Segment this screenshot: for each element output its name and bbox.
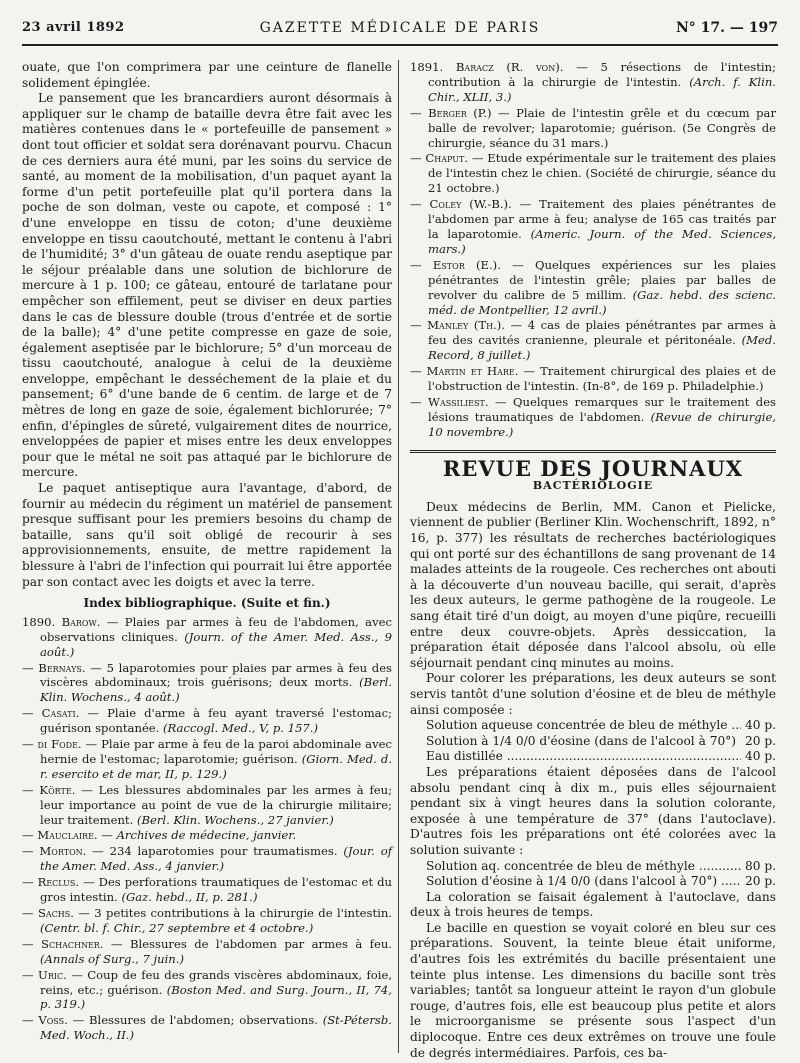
recipe-list [410, 859, 776, 890]
biblio-entry [410, 60, 776, 105]
entry-pre: — [22, 706, 42, 721]
entry-ref: (Med. Record, 8 juillet.) [428, 333, 776, 363]
entry-ref: (Arch. f. Klin. Chir., XLII, 3.) [428, 74, 776, 104]
entry-text: — Traitement des plaies pénétrantes de l'abdomen par arme à feu; analyse de 165 cas traités par la laparotomie. [428, 197, 776, 241]
entry-pre: — [410, 197, 430, 212]
entry-text: — Plaie de l'intestin grêle et du cœcum par balle de revolver; laparotomie; guérison. (5e Congrès de chirurgie, séance du 31 mars.) [428, 105, 776, 150]
entry-author: Wassiliest. [428, 394, 489, 409]
entry-pre: — [22, 906, 38, 920]
recipe-row [410, 749, 776, 765]
paragraph: La coloration se faisait également à l'autoclave, dans deux à trois heures de temps. [410, 889, 776, 920]
entry-author: Casati. [41, 706, 80, 721]
ingredient-quantity: 80 p. [744, 858, 776, 873]
biblio-entry [410, 197, 776, 257]
ingredient-quantity: 20 p. [744, 733, 776, 748]
biblio-entry [22, 937, 392, 967]
entry-author: Estor (E.). [432, 257, 501, 272]
entry-ref: (Raccogl. Med., V, p. 157.) [163, 721, 318, 736]
paragraph: ouate, que l'on comprimera par une ceinture de flanelle solidement épinglée. [22, 60, 392, 90]
entry-ref: (Centr. bl. f. Chir., 27 septembre et 4 octobre.) [40, 920, 314, 935]
entry-ref: (Gaz. hebd. des scienc. méd. de Montpellier, 12 avril.) [428, 287, 777, 317]
entry-author: Manley (Th.). [427, 318, 505, 333]
entry-text: — 4 cas de plaies pénétrantes par armes à feu des cavités cranienne, pleurale et péritonéale. [428, 318, 777, 348]
column-divider [398, 60, 399, 1053]
entry-ref: (Journ. of the Amer. Med. Ass., 9 août.) [40, 629, 392, 659]
biblio-title: Index bibliographique. (Suite et fin.) [83, 596, 331, 611]
entry-pre: — [22, 875, 38, 890]
entry-author: Körte. [39, 782, 76, 797]
entry-text: — 5 laparotomies pour plaies par armes à feu des viscères abdominaux; trois guérisons; deux morts. [40, 660, 392, 690]
entry-pre: — [22, 737, 38, 752]
entry-pre: — [410, 364, 427, 379]
entry-author: Voss. [38, 1013, 68, 1028]
page-header [22, 12, 778, 46]
entry-pre: — [410, 394, 429, 409]
entry-ref: (Revue de chirurgie, 10 novembre.) [428, 409, 776, 439]
biblio-entry [22, 875, 392, 905]
journal-title: GAZETTE MÉDICALE DE PARIS [259, 20, 541, 36]
biblio-entry [22, 844, 392, 874]
entry-text: — [97, 828, 117, 843]
entry-author: Chaput. [425, 151, 469, 166]
entry-pre: — [22, 828, 38, 843]
biblio-entry [22, 706, 392, 736]
entry-text: — Quelques expériences sur les plaies pénétrantes de l'intestin grêle; plaies par balles de revolver du calibre de 5 millim. [428, 257, 776, 302]
ingredient-quantity: 40 p. [744, 749, 776, 764]
entry-text: — 5 résections de l'intestin; contribution à la chirurgie de l'intestin. [428, 60, 776, 89]
entry-pre: — [22, 782, 40, 797]
biblio-entry [22, 661, 392, 706]
entry-ref: (Annals of Surg., 7 juin.) [40, 951, 184, 966]
entry-author: Coley (W.-B.). [429, 197, 512, 212]
entry-pre: — [22, 936, 42, 951]
entry-author: Morton. [39, 844, 87, 859]
entry-author: Reclus. [37, 875, 80, 890]
entry-author: Berger (P.) [428, 105, 492, 120]
entry-text: — Plaie par arme à feu de la paroi abdominale avec hernie de l'estomac; laparotomie; guérison. [40, 737, 392, 766]
biblio-entry [22, 906, 392, 936]
entry-pre: — [410, 151, 426, 166]
left-column [22, 60, 392, 1044]
ingredient-quantity: 20 p. [744, 874, 776, 889]
biblio-entry [410, 318, 776, 363]
entry-author: Mauclaire. [37, 828, 98, 843]
issue-date: 23 avril 1892 [22, 20, 125, 35]
entry-pre: — [22, 844, 40, 859]
recipe-row [410, 734, 776, 750]
entry-text: — Plaies par armes à feu de l'abdomen, avec observations cliniques. [40, 614, 392, 644]
biblio-entry [22, 828, 392, 843]
paragraph: Le paquet antiseptique aura l'avantage, d'abord, de fournir au médecin du régiment un matériel de pansement presque suffisant pour les premiers besoins du champ de bataille, sans qu'il soit obligé de recourir à ses approvisionnements, ensuite, de mettre rapidement la blessure à l'abri de l'infection qui pourrait lui être apportée par son contact avec les doigts et avec la terre. [22, 481, 392, 589]
biblio-list [22, 615, 392, 1043]
paragraph: Les préparations étaient déposées dans de l'alcool absolu pendant cinq à dix m., puis elles séjournaient pendant six à vingt heures dans la solution colorante, exposée à une température de 37° (dans l'autoclave). D'autres fois les préparations ont été colorées avec la solution suivante : [410, 764, 776, 857]
recipe-row [410, 859, 776, 875]
entry-author: Bernays. [38, 660, 86, 675]
entry-pre: — [22, 660, 39, 675]
entry-author: Sachs. [37, 906, 74, 920]
entry-text: — Etude expérimentale sur le traitement des plaies de l'intestin chez le chien. (Société de chirurgie, séance du 21 octobre.) [428, 151, 776, 196]
entry-text: — Blessures de l'abdomen; observations. [67, 1013, 323, 1028]
paragraph: Deux médecins de Berlin, MM. Canon et Pielicke, viennent de publier (Berliner Klin. Wochenschrift, 1892, n° 16, p. 377) les résultats de recherches bactériologiques qui ont porté sur des échantillons de sang provenant de 14 malades atteints de la rougeole. Ces recherches ont abouti à la découverte d'un nouveau bacille, qui serait, d'après les deux auteurs, le germe pathogène de la rougeole. Le sang était tiré d'un doigt, au moyen d'une piqûre, recueilli entre deux couvre-objets. Après dessiccation, la préparation était déposée dans l'alcool absolu, où elle séjournait pendant cinq minutes au moins. [410, 499, 776, 670]
biblio-entry [22, 1013, 392, 1043]
ingredient-name: Solution d'éosine à 1/4 0/0 (dans l'alcool à 70°) ..... [426, 874, 741, 890]
biblio-entry [410, 364, 776, 394]
entry-pre: 1891. [410, 60, 456, 74]
paragraph: Le pansement que les brancardiers auront désormais à appliquer sur le champ de bataille devra être fait avec les matières contenues dans le « portefeuille de pansement » dont tout officier et soldat sera dorénavant pourvu. Chacun de ces derniers aura été muni, par les soins du service de santé, au moment de la mobilisation, d'un paquet ayant la forme d'un petit portefeuille plat qu'il portera dans la poche de son dolman, veste ou capote, et composé : 1° d'une enveloppe en tissu de coton; d'une deuxième enveloppe en tissu caoutchouté, mettant le contenu à l'abri de l'humidité; 3° d'un gâteau de ouate rendu aseptique par le séjour préalable dans une solution de bichlorure de mercure à 1 p. 100; ce gâteau, entouré de tarlatane pour empêcher son effilement, peut se diviser en deux parties dans le cas de blessure double (trous d'entrée et de sortie de la balle); 4° d'une petite compresse en gaze de soie, également aseptisée par le bichlorure; 5° d'un morceau de tissu caoutchouté, analogue à celui de la deuxième enveloppe, empêchant le desséchement de la plaie et du pansement; 6° d'une bande de 6 centim. de large et de 7 mètres de long en gaze de soie, également bichlorurée; 7° enfin, d'épingles de sûreté, vulgairement dites de nourrice, enveloppées de papier et mises entre les deux enveloppes pour que le métal ne soit pas attaqué par le bichlorure de mercure. [22, 91, 392, 480]
entry-text: — Quelques remarques sur le traitement des lésions traumatiques de l'abdomen. [428, 394, 777, 424]
biblio-entry [22, 783, 392, 828]
entry-ref: (Gaz. hebd., II, p. 281.) [121, 890, 258, 905]
issue-number: N° 17. — 197 [676, 20, 778, 36]
entry-author: Martin et Hare. [426, 364, 519, 379]
entry-ref: (Jour. of the Amer. Med. Ass., 4 janvier.) [40, 844, 392, 874]
entry-pre: — [410, 257, 433, 272]
entry-text: — Plaie d'arme à feu ayant traversé l'estomac; guérison spontanée. [40, 706, 392, 736]
entry-pre: — [410, 318, 428, 333]
entry-ref: (Berl. Klin. Wochens., 27 janvier.) [136, 812, 334, 827]
entry-pre: — [22, 1013, 39, 1028]
ingredient-name: Eau distillée ..... [426, 749, 741, 765]
entry-pre: — [410, 105, 429, 120]
section-separator [410, 450, 776, 453]
biblio-entry [410, 395, 776, 440]
entry-text: — Coup de feu des grands viscères abdominaux, foie, reins, etc.; guérison. [40, 967, 392, 997]
recipe-list [410, 718, 776, 765]
entry-pre: 1890. [22, 614, 62, 629]
biblio-entry [22, 968, 392, 1013]
biblio-entry [410, 106, 776, 151]
recipe-row [410, 718, 776, 734]
entry-text: — 234 laparotomies pour traumatismes. [86, 844, 344, 859]
entry-ref: (Americ. Journ. of the Med. Sciences, mars.) [428, 226, 777, 256]
ingredient-name: Solution à 1/4 0/0 d'éosine (dans de l'alcool à 70°) ..... [426, 734, 741, 750]
entry-text: — Traitement chirurgical des plaies et de l'obstruction de l'intestin. (In-8°, de 169 p. Philadelphie.) [428, 364, 776, 394]
entry-text: — Blessures de l'abdomen par armes à feu. [103, 936, 392, 951]
header-rule [22, 44, 778, 46]
biblio-list [410, 60, 776, 440]
biblio-entry [410, 151, 776, 196]
entry-author: Barow. [61, 614, 101, 629]
right-column [410, 60, 776, 1061]
biblio-entry [22, 737, 392, 782]
entry-ref: Archives de médecine, janvier. [116, 828, 297, 843]
paragraph: Le bacille en question se voyait coloré en bleu sur ces préparations. Souvent, la teinte bleue était uniforme, d'autres fois les extrémités du bacille présentaient une teinte plus intense. Les dimensions du bacille sont très variables; tantôt sa longueur atteint le rayon d'un globule rouge, d'autres fois, elle est beaucoup plus petite et alors le microorganisme se présente sous l'aspect d'un diplocoque. Entre ces deux extrêmes on trouve une foule de degrés intermédiaires. Parfois, ces ba- [410, 920, 776, 1060]
subsection-title: BACTÉRIOLOGIE [532, 479, 654, 493]
biblio-entry [22, 615, 392, 660]
paragraph: Pour colorer les préparations, les deux auteurs se sont servis tantôt d'une solution d'éosine et de bleu de méthyle ainsi composée : [410, 671, 776, 717]
ingredient-name: Solution aq. concentrée de bleu de méthyle ..... [426, 859, 741, 875]
ingredient-name: Solution aqueuse concentrée de bleu de méthyle ..... [426, 718, 741, 734]
section-title: REVUE DES JOURNAUX [442, 455, 744, 481]
entry-author: Baracz (R. von). [455, 60, 564, 74]
entry-ref: (Berl. Klin. Wochens., 4 août.) [40, 675, 392, 705]
entry-author: Schachner. [41, 936, 104, 951]
entry-pre: — [22, 967, 39, 982]
recipe-row [410, 874, 776, 890]
entry-text: — Des perforations traumatiques de l'estomac et du gros intestin. [40, 875, 393, 905]
entry-author: Uric. [38, 967, 67, 982]
entry-ref: (St-Pétersb. Med. Woch., II.) [40, 1013, 392, 1043]
entry-text: — 3 petites contributions à la chirurgie de l'intestin. [73, 906, 392, 920]
entry-ref: (Boston Med. and Surg. Journ., II, 74, p. 319.) [40, 982, 392, 1012]
entry-author: di Fode. [37, 737, 82, 752]
entry-ref: (Giorn. Med. d. r. esercito et de mar, II, p. 129.) [40, 751, 393, 781]
entry-text: — Les blessures abdominales par les armes à feu; leur importance au point de vue de la chirurgie militaire; leur traitement. [40, 782, 392, 827]
biblio-entry [410, 258, 776, 318]
ingredient-quantity: 40 p. [744, 718, 776, 733]
